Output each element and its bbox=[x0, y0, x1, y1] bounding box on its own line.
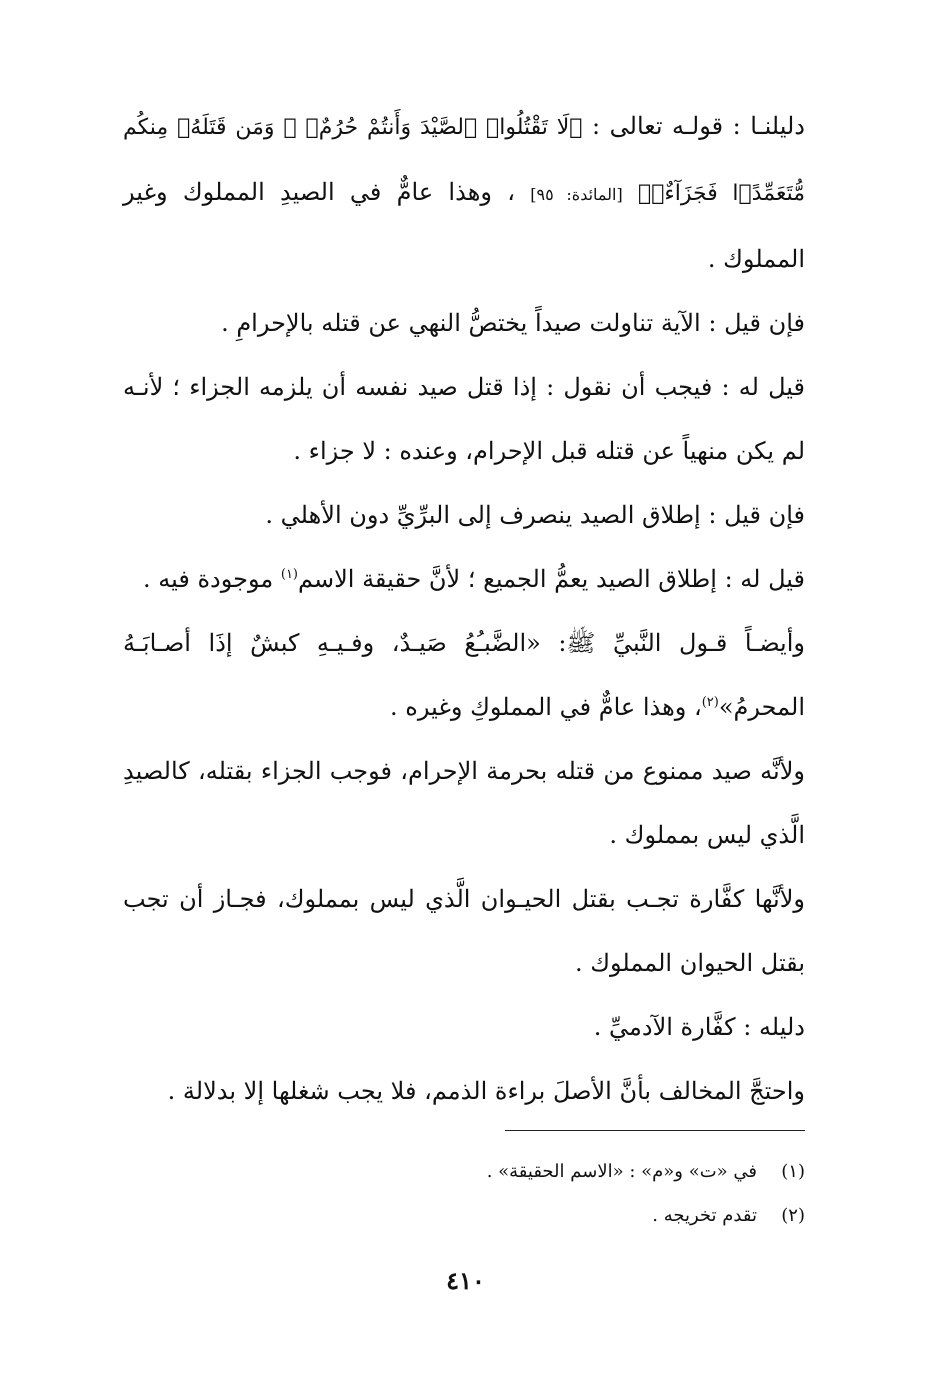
paragraph: فإن قيل : إطلاق الصيد ينصرف إلى البرِّيِّ دون الأهلي . bbox=[265, 501, 805, 529]
footnote-item bbox=[123, 1194, 805, 1238]
paragraph-text: دليلنـا : قولـه تعالى : bbox=[582, 112, 805, 140]
paragraph: واحتجَّ المخالف بأنَّ الأصلَ براءة الذمم، فلا يجب شغلها إلا بدلالة . bbox=[167, 1077, 805, 1105]
footnote-text: تقدم تخريجه . bbox=[652, 1205, 757, 1226]
footnotes bbox=[123, 1150, 805, 1238]
paragraph-text: ، وهذا عامٌّ في المملوكِ وغيره . bbox=[390, 693, 702, 721]
footnote-marker: (١) bbox=[280, 567, 298, 582]
footnote-item bbox=[123, 1150, 805, 1194]
paragraph: فإن قيل : الآية تناولت صيداً يختصُّ النهي عن قتله بالإحرامِ . bbox=[221, 309, 805, 337]
paragraph-text: قيل له : إطلاق الصيد يعمُّ الجميع ؛ لأنَّ حقيقة الاسم bbox=[298, 565, 805, 593]
paragraph-text: وأيضـاً قـول النَّبيِّ ﷺ: «الضَّبـُعُ صَيـدٌ، وفـيـهِ كبشٌ إذَا أصـابَـهُ المحرمُ» bbox=[123, 629, 805, 721]
verse-reference: [المائدة: ٩٥] bbox=[530, 185, 623, 204]
paragraph-with-footnote bbox=[123, 611, 805, 739]
paragraph-text: موجودة فيه . bbox=[143, 565, 281, 593]
paragraph-text: ، وهذا عامٌّ في الصيدِ المملوك وغير المملوك . bbox=[123, 178, 805, 273]
main-text bbox=[123, 94, 805, 1123]
footnote-number: (١) bbox=[781, 1161, 805, 1182]
footnote-divider bbox=[505, 1130, 805, 1131]
paragraph-with-footnote bbox=[123, 547, 805, 611]
paragraph: دليله : كفَّارة الآدميِّ . bbox=[593, 1013, 805, 1041]
footnote-marker: (٢) bbox=[701, 695, 719, 710]
paragraph: ولأنَّه صيد ممنوع من قتله بحرمة الإحرام، فوجب الجزاء بقتله، كالصيدِ الَّذي ليس بمملوك . bbox=[123, 757, 805, 849]
paragraph: ولأنَّها كفَّارة تجـب بقتل الحيـوان الَّذي ليس بمملوك، فجـاز أن تجب بقتل الحيوان المملوك . bbox=[123, 885, 805, 977]
paragraph: قيل له : فيجب أن نقول : إذا قتل صيد نفسه أن يلزمه الجزاء ؛ لأنـه لم يكن منهياً عن قتله قبل الإحرام، وعنده : لا جزاء . bbox=[123, 373, 805, 465]
page-number: ٤١٠ bbox=[446, 1266, 485, 1295]
paragraph-evidence bbox=[123, 94, 805, 291]
footnote-text: في «ت» و«م» : «الاسم الحقيقة» . bbox=[486, 1161, 757, 1182]
footnote-number: (٢) bbox=[781, 1205, 805, 1226]
quran-verse: ﴿لَا تَقْتُلُوا۟ ٱلصَّيْدَ وَأَنتُمْ حُرُمٌۭ ۚ وَمَن قَتَلَهُۥ مِنكُم مُّتَعَمِّدًۭا فَجَزَآءٌۭ﴾ bbox=[123, 115, 805, 206]
